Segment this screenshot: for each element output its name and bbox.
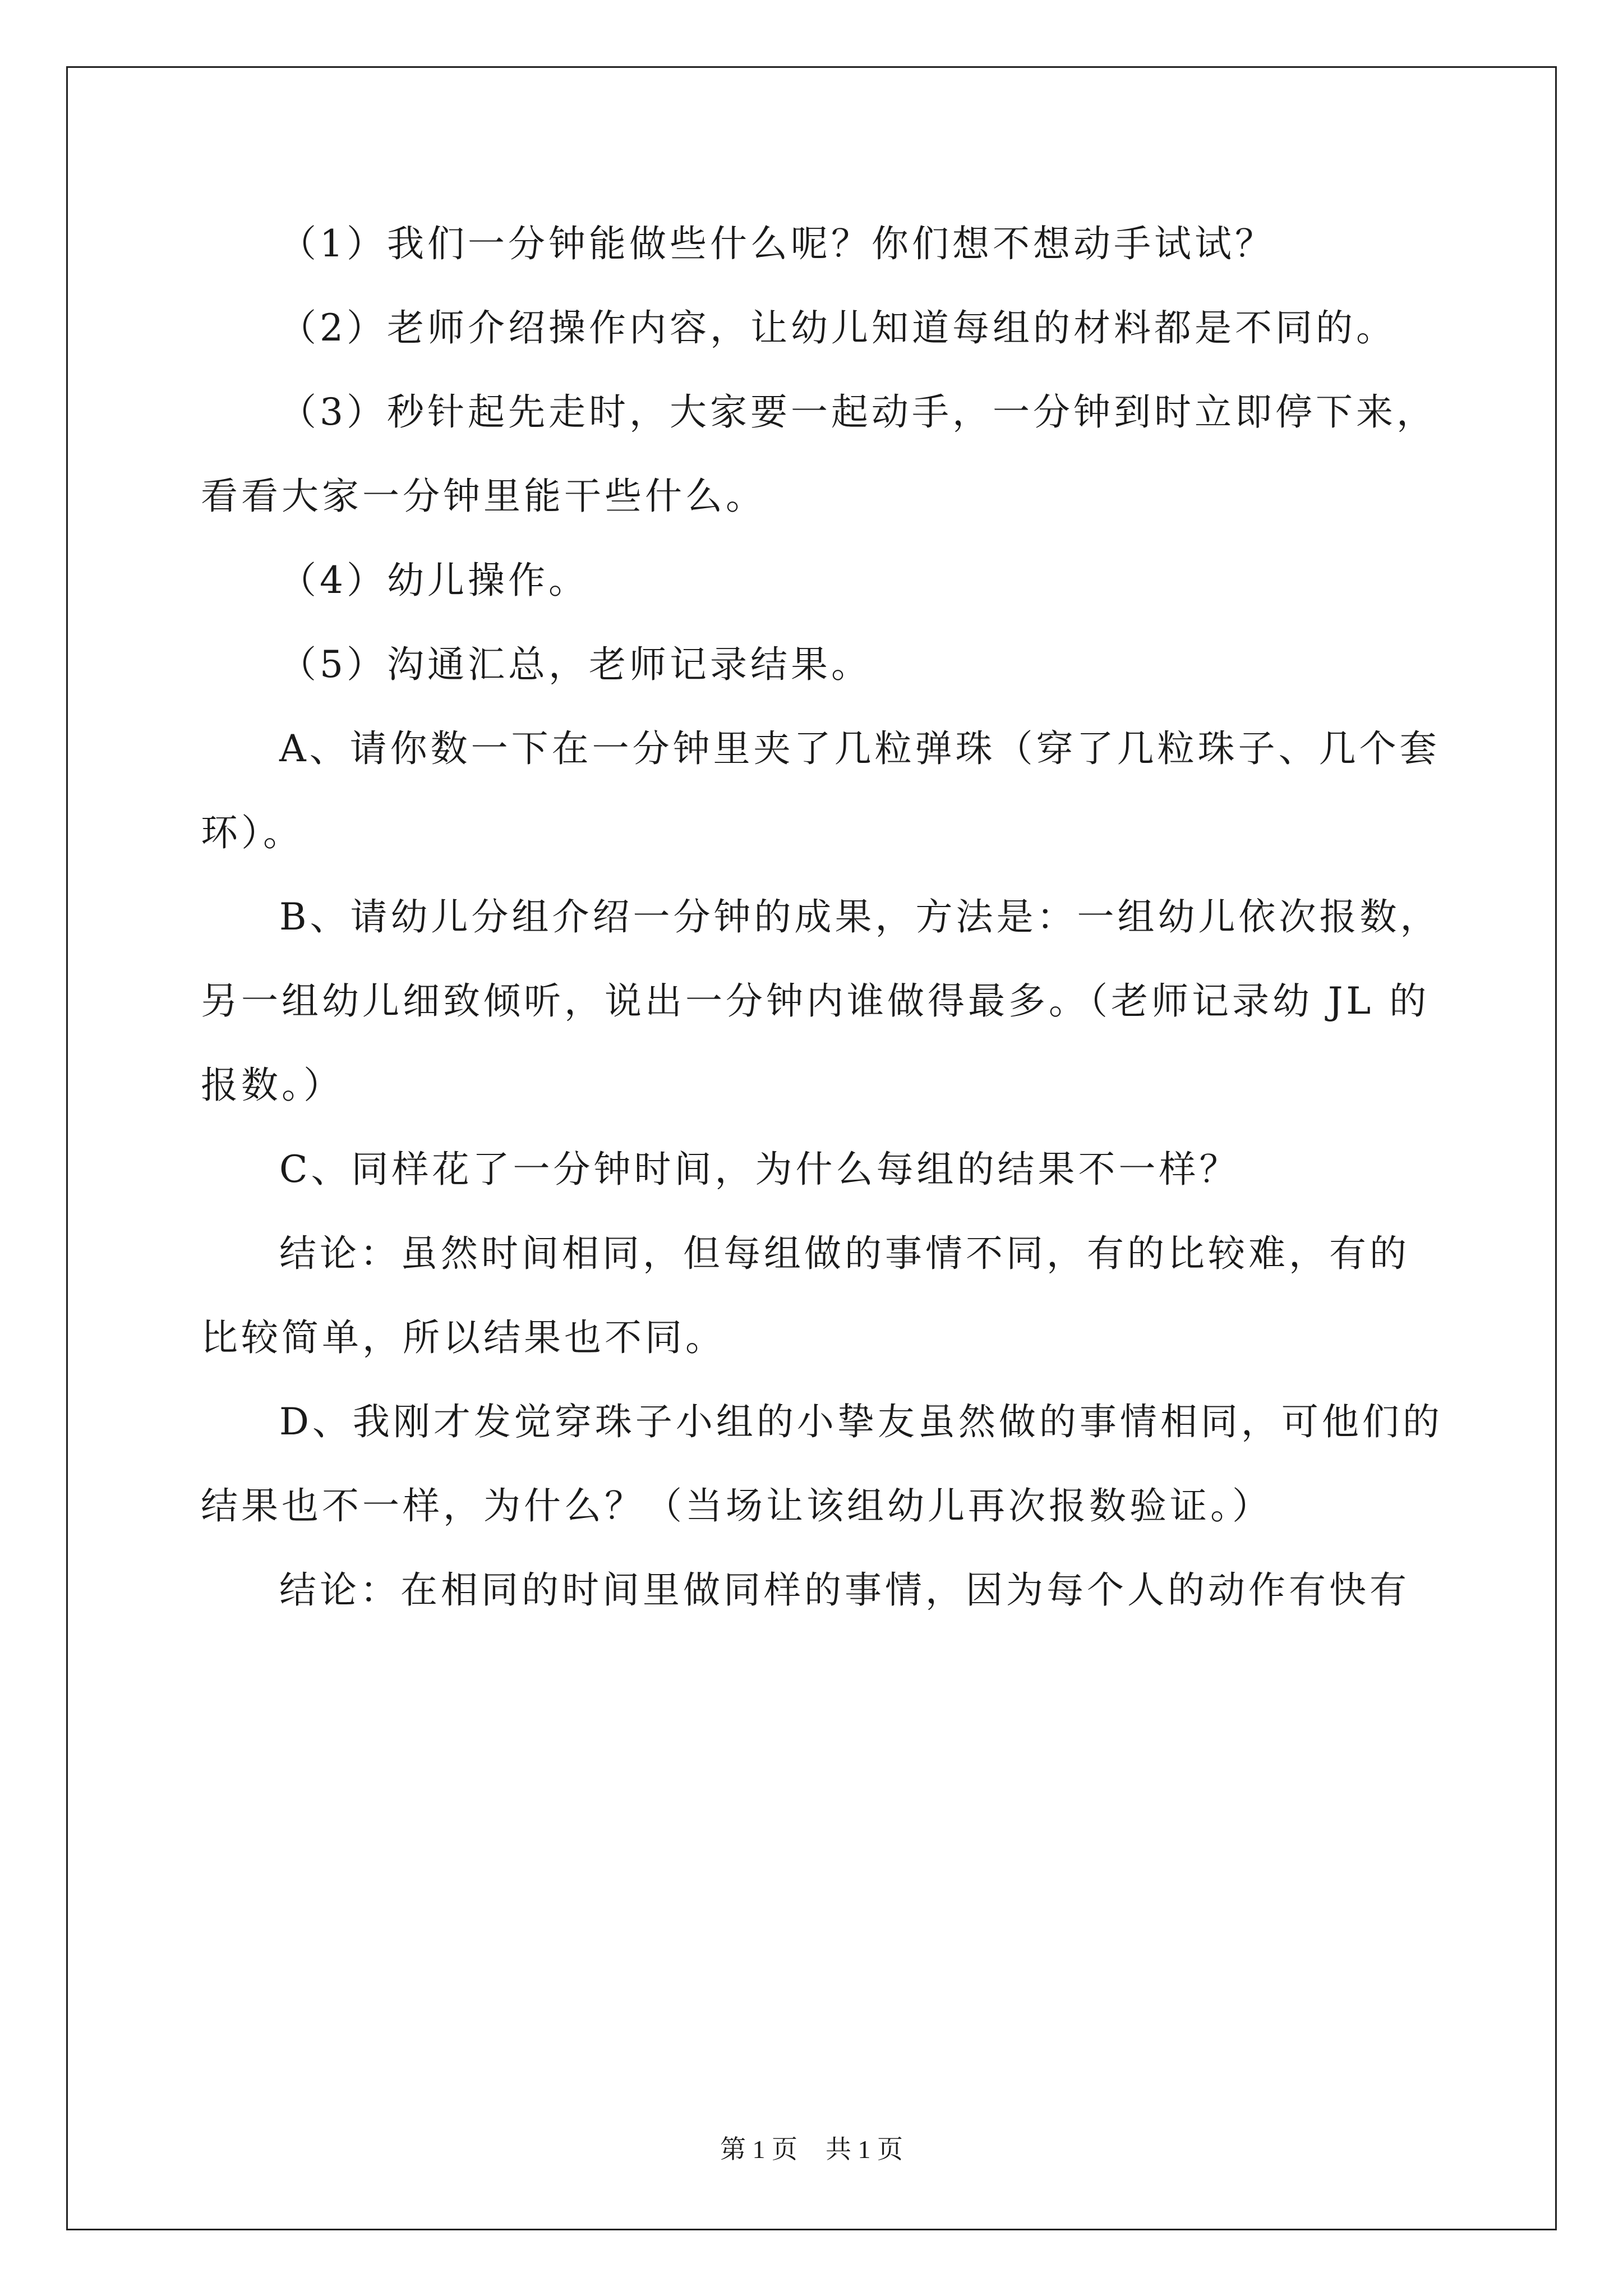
paragraph-line: A、请你数一下在一分钟里夹了几粒弹珠（穿了几粒珠子、几个套 [279,727,1440,770]
paragraph-line: 结论：在相同的时间里做同样的事情，因为每个人的动作有快有 [279,1568,1410,1612]
paragraph-line: （1）我们一分钟能做些什么呢？你们想不想动手试试？ [279,222,1275,265]
paragraph-line: （2）老师介绍操作内容，让幼儿知道每组的材料都是不同的。 [279,306,1396,349]
paragraph-line: 看看大家一分钟里能干些什么。 [201,475,766,518]
paragraph-line: D、我刚才发觉穿珠子小组的小挚友虽然做的事情相同，可他们的 [279,1400,1443,1443]
paragraph-line: 结论：虽然时间相同，但每组做的事情不同，有的比较难，有的 [279,1232,1410,1275]
paragraph-line: 结果也不一样，为什么？（当场让该组幼儿再次报数验证。） [201,1484,1272,1527]
page-number: 第 1 页 [720,2135,797,2164]
paragraph-line: C、同样花了一分钟时间，为什么每组的结果不一样？ [279,1148,1240,1191]
page-footer [0,2129,1623,2166]
page-total: 共 1 页 [826,2135,903,2164]
paragraph-line: 另一组幼儿细致倾听，说出一分钟内谁做得最多。（老师记录幼 JL 的 [201,979,1430,1023]
document-body [201,202,1443,1632]
paragraph-line: B、请幼儿分组介绍一分钟的成果，方法是：一组幼儿依次报数， [279,895,1441,938]
paragraph-line: 环）。 [201,811,303,854]
paragraph-line: （5）沟通汇总，老师记录结果。 [279,643,872,686]
paragraph-line: （4）幼儿操作。 [279,559,589,602]
paragraph-line: （3）秒针起先走时，大家要一起动手，一分钟到时立即停下来， [279,390,1437,434]
paragraph-line: 报数。） [201,1064,344,1107]
paragraph-line: 比较简单，所以结果也不同。 [201,1316,726,1359]
